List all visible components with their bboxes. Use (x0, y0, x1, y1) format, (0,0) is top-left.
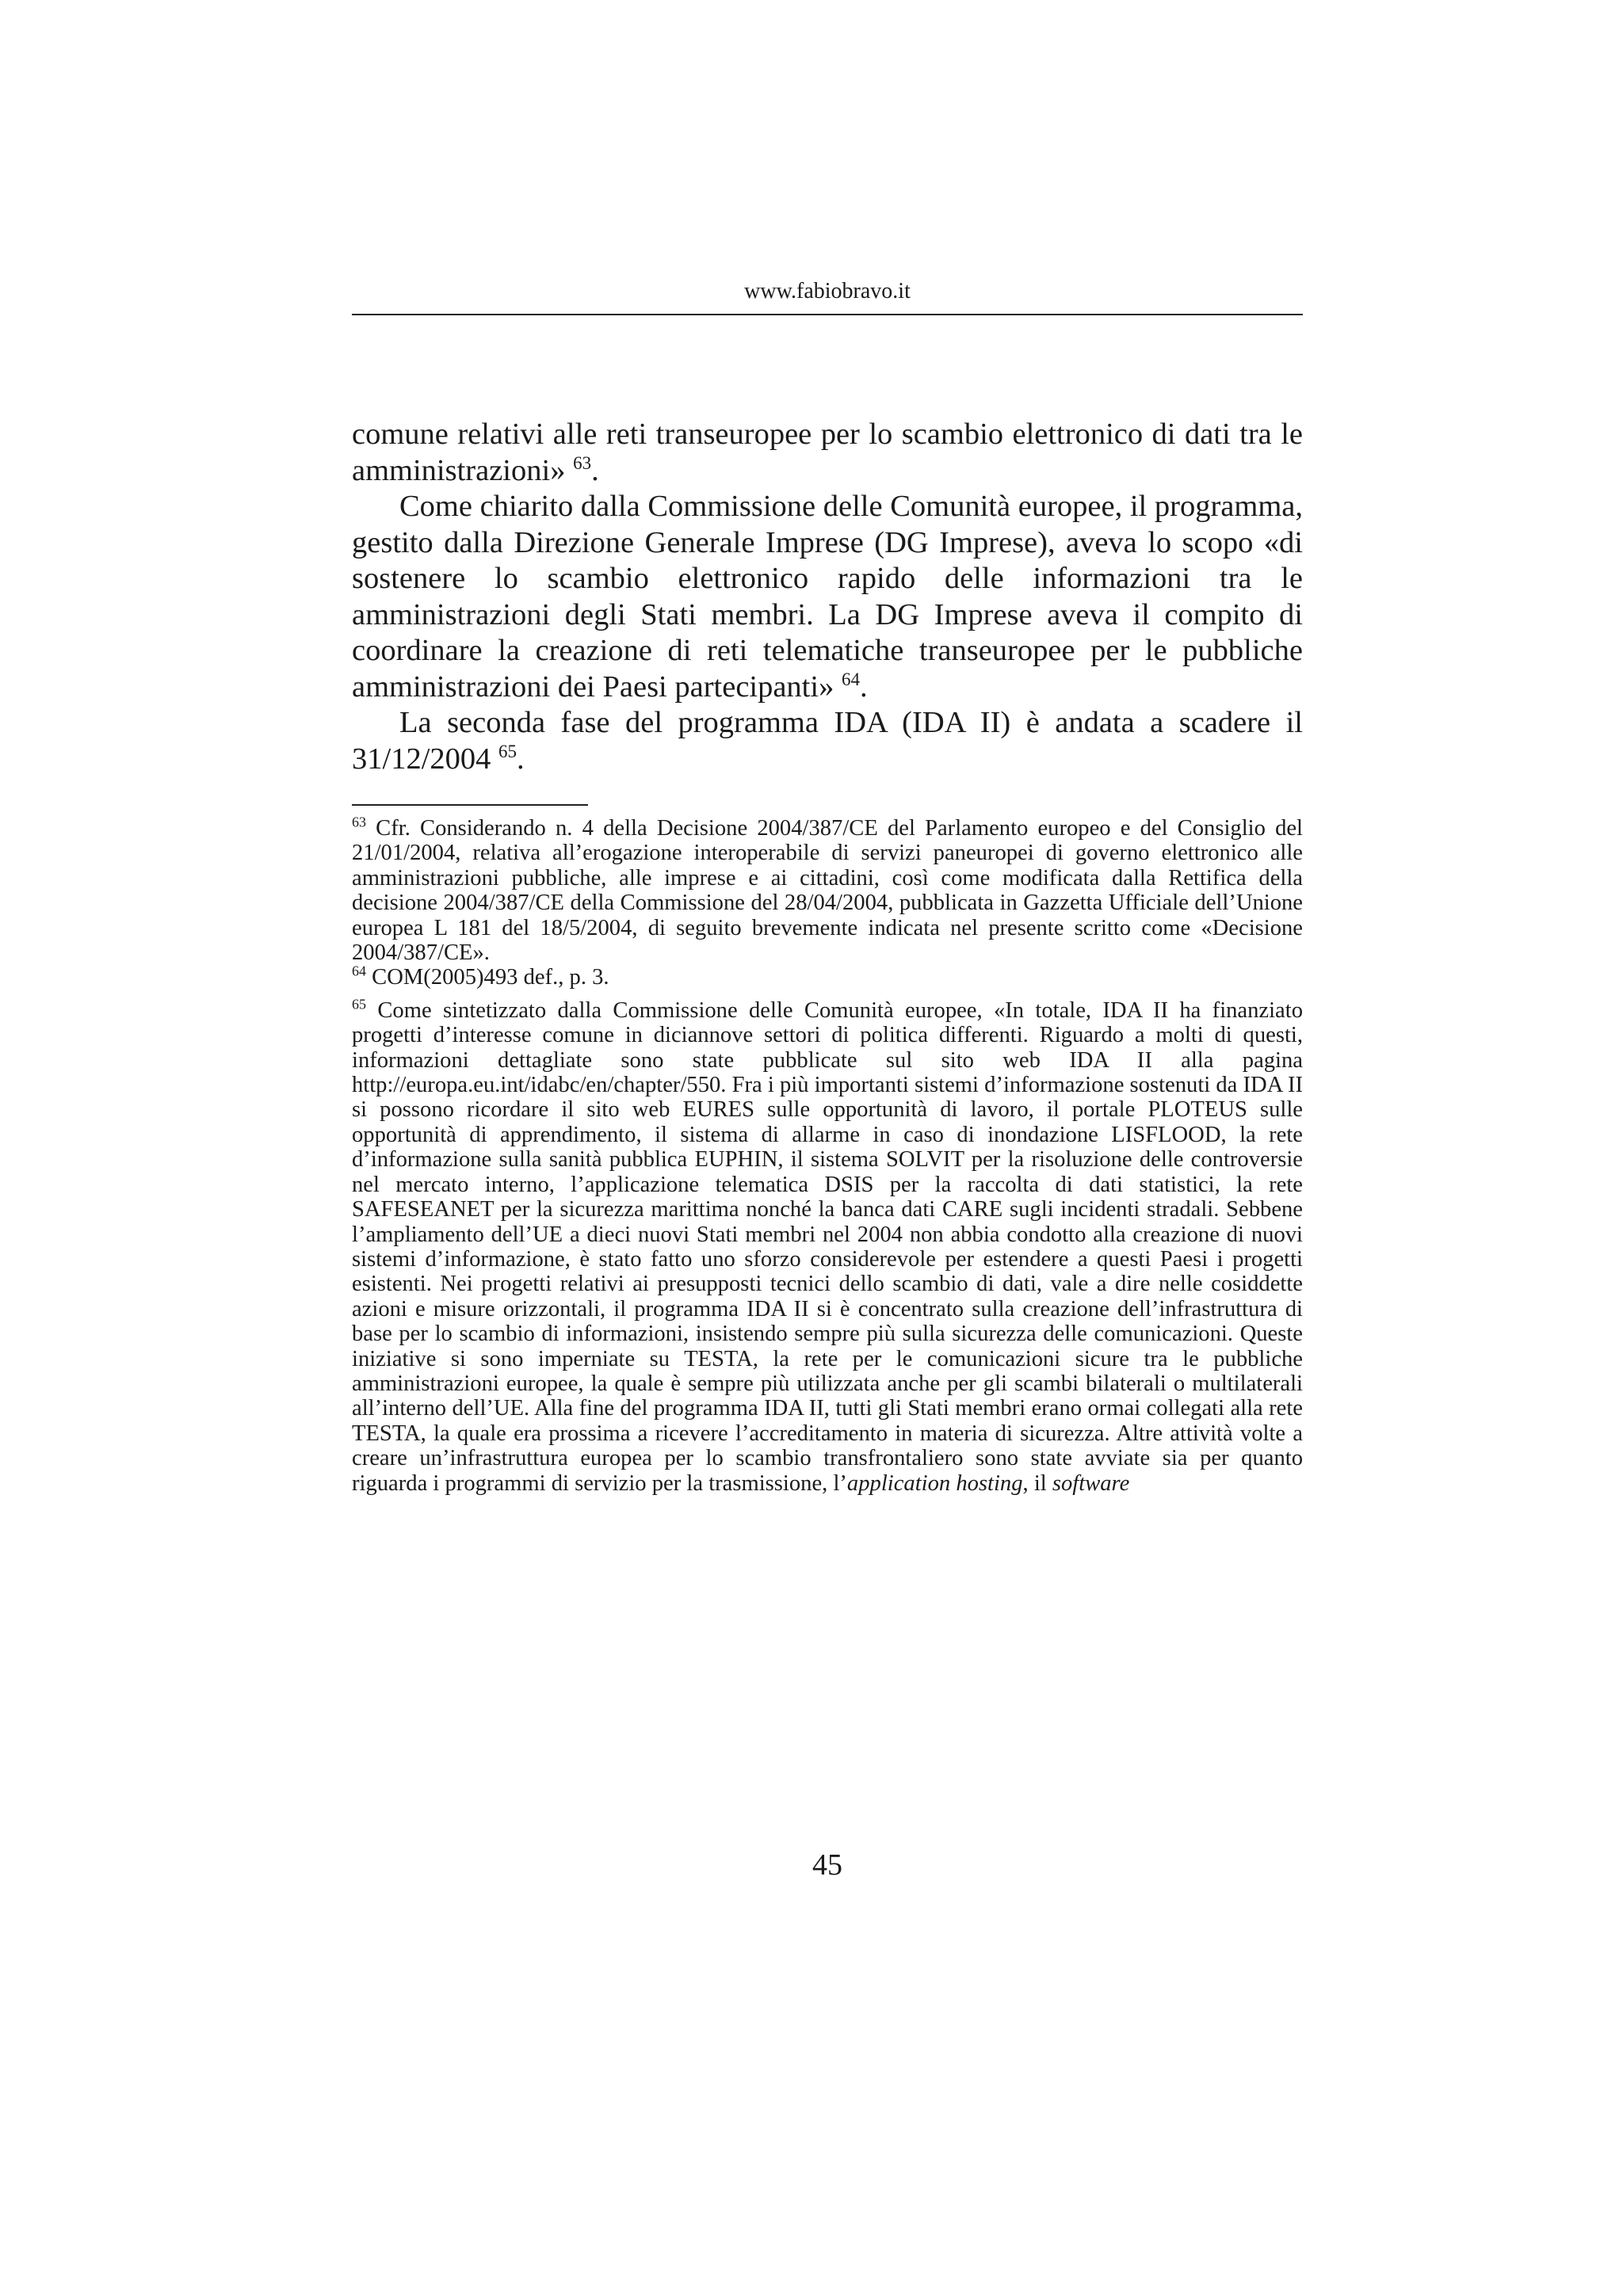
footnote-63-mark: 63 (352, 814, 366, 830)
header-site-url[interactable]: www.fabiobravo.it (744, 279, 911, 303)
footnote-ref-65[interactable]: 65 (498, 741, 517, 761)
paragraph-2-text: Come chiarito dalla Commissione delle Comunità europee, il programma, gestito dalla Direzione Generale Imprese (DG Imprese), aveva lo scopo «di sostenere lo scambio elettronico rapido delle informazioni tra le amministrazioni degli Stati membri. La DG Imprese aveva il compito di coordinare la creazione di reti telematiche transeuropee per le pubbliche amministrazioni dei Paesi partecipanti» (352, 490, 1303, 704)
paragraph-1-end: . (591, 453, 599, 487)
paragraph-2 (352, 489, 1303, 705)
paragraph-3-text: La seconda fase del programma IDA (IDA II) è andata a scadere il 31/12/2004 (352, 706, 1303, 776)
paragraph-3 (352, 705, 1303, 777)
footnotes (352, 816, 1303, 1496)
main-text (352, 417, 1303, 777)
footnote-65-italic-software: software (1052, 1470, 1130, 1496)
running-header (352, 277, 1303, 306)
footnote-65 (352, 998, 1303, 1496)
header-divider (352, 314, 1303, 315)
paragraph-2-end: . (859, 669, 868, 704)
footnote-65-italic-application-hosting: application hosting (846, 1470, 1023, 1496)
footnote-ref-63[interactable]: 63 (573, 452, 592, 473)
paragraph-1-text: comune relativi alle reti transeuropee per lo scambio elettronico di dati tra le amministrazioni» (352, 418, 1303, 487)
footnote-63-text: Cfr. Considerando n. 4 della Decisione 2004/387/CE del Parlamento europeo e del Consiglio del 21/01/2004, relativa all’erogazione interoperabile di servizi paneuropei di governo elettronico alle amministrazioni pubbliche, alle imprese e ai cittadini, così come modificata dalla Rettifica della decisione 2004/387/CE della Commissione del 28/04/2004, pubblicata in Gazzetta Ufficiale dell’Unione europea L 181 del 18/5/2004, di seguito brevemente indicata nel presente scritto come «Decisione 2004/387/CE». (352, 816, 1303, 966)
paragraph-3-end: . (517, 742, 525, 776)
footnote-65-mark: 65 (352, 996, 366, 1013)
footnote-63 (352, 816, 1303, 965)
page-number: 45 (812, 1848, 842, 1882)
paragraph-1 (352, 417, 1303, 489)
footnote-65-text: Come sintetizzato dalla Commissione delle Comunità europee, «In totale, IDA II ha finanziato progetti d’interesse comune in diciannove settori di politica differenti. Riguardo a molti di questi, informazioni dettagliate sono state pubblicate sul sito web IDA II alla pagina http://europa.eu.int/idabc/en/chapter/550. Fra i più importanti sistemi d’informazione sostenuti da IDA II si possono ricordare il sito web EURES sulle opportunità di lavoro, il portale PLOTEUS sulle opportunità di apprendimento, il sistema di allarme in caso di inondazione LISFLOOD, la rete d’informazione sulla sanità pubblica EUPHIN, il sistema SOLVIT per la risoluzione delle controversie nel mercato interno, l’applicazione telematica DSIS per la raccolta di dati statistici, la rete SAFESEANET per la sicurezza marittima nonché la banca dati CARE sugli incidenti stradali. Sebbene l’ampliamento dell’UE a dieci nuovi Stati membri nel 2004 non abbia condotto alla creazione di nuovi sistemi d’informazione, è stato fatto uno sforzo considerevole per estendere a questi Paesi i progetti esistenti. Nei progetti relativi ai presupposti tecnici dello scambio di dati, vale a dire nelle cosiddette azioni e misure orizzontali, il programma IDA II si è concentrato sulla creazione dell’infrastruttura di base per lo scambio di informazioni, insistendo sempre più sulla sicurezza delle comunicazioni. Queste iniziative si sono imperniate su TESTA, la rete per le comunicazioni sicure tra le pubbliche amministrazioni europee, la quale è sempre più utilizzata anche per gli scambi bilaterali o multilaterali all’interno dell’UE. Alla fine del programma IDA II, tutti gli Stati membri erano ormai collegati alla rete TESTA, la quale era prossima a ricevere l’accreditamento in materia di sicurezza. Altre attività volte a creare un’infrastruttura europea per lo scambio transfrontaliero sono state avviate sia per quanto riguarda i programmi di servizio per la trasmissione, l’ (352, 997, 1303, 1496)
footnote-65-mid: , il (1022, 1470, 1052, 1496)
footnote-divider (352, 804, 588, 806)
footnote-64-mark: 64 (352, 963, 366, 979)
footnote-ref-64[interactable]: 64 (841, 669, 860, 689)
footnote-64 (352, 965, 1303, 990)
footnote-64-text: COM(2005)493 def., p. 3. (366, 965, 609, 990)
